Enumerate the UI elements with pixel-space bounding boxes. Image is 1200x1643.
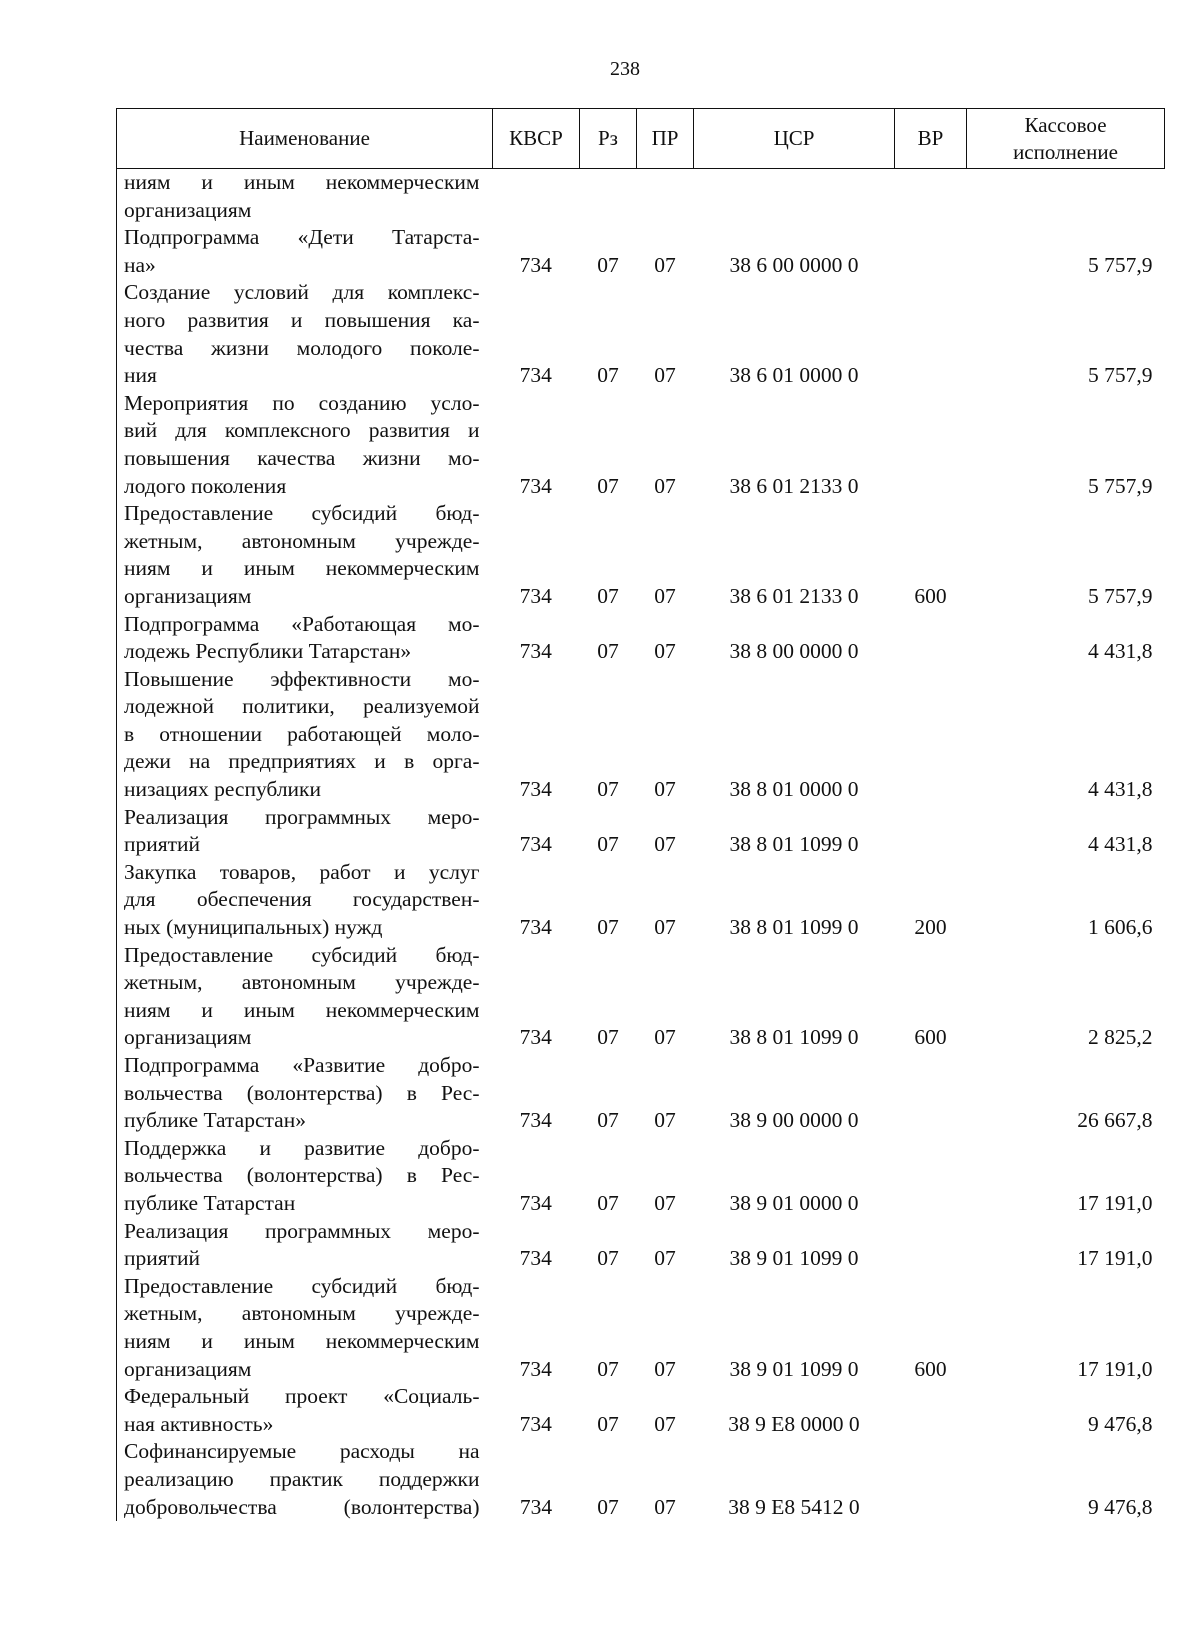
row-pr: 07 xyxy=(654,583,676,608)
table-row xyxy=(117,1135,1165,1218)
row-name xyxy=(117,224,493,279)
row-name xyxy=(117,666,493,804)
table-row xyxy=(117,279,1165,389)
row-name xyxy=(117,1383,493,1438)
row-csr: 38 6 01 2133 0 xyxy=(729,473,859,498)
row-kvsr: 734 xyxy=(519,1411,552,1436)
row-rz: 07 xyxy=(597,473,619,498)
row-name xyxy=(117,942,493,1052)
row-vr xyxy=(895,1135,967,1218)
row-kvsr: 734 xyxy=(519,915,552,940)
row-name-line: организациям xyxy=(124,1356,252,1381)
row-pr: 07 xyxy=(654,832,676,857)
row-pr: 07 xyxy=(654,1356,676,1381)
row-name-line: Мероприятия по созданию усло- xyxy=(124,390,480,415)
row-name-line: дежи на предприятиях и в орга- xyxy=(124,749,480,774)
row-csr: 38 6 01 2133 0 xyxy=(729,583,859,608)
row-name xyxy=(117,169,493,224)
row-pr: 07 xyxy=(654,1190,676,1215)
row-pr: 07 xyxy=(654,1108,676,1133)
row-pr: 07 xyxy=(654,1494,676,1519)
row-pr: 07 xyxy=(654,473,676,498)
row-rz: 07 xyxy=(597,915,619,940)
header-sum-line2: исполнение xyxy=(1013,139,1118,164)
row-name-line: добровольчества (волонтерства) xyxy=(124,1494,480,1519)
row-csr: 38 6 01 0000 0 xyxy=(729,363,859,388)
row-sum: 2 825,2 xyxy=(1088,1025,1153,1050)
row-name-line: Подпрограмма «Работающая мо- xyxy=(124,611,480,636)
row-vr xyxy=(895,1218,967,1273)
row-sum: 4 431,8 xyxy=(1088,777,1153,802)
table-row xyxy=(117,859,1165,942)
row-name-line: публике Татарстан xyxy=(124,1190,296,1215)
row-vr xyxy=(895,224,967,279)
row-sum: 4 431,8 xyxy=(1088,639,1153,664)
row-vr xyxy=(895,279,967,389)
row-vr xyxy=(895,1383,967,1438)
table-row xyxy=(117,500,1165,610)
table-row xyxy=(117,611,1165,666)
table-row xyxy=(117,666,1165,804)
table-row xyxy=(117,1383,1165,1438)
row-csr: 38 9 01 1099 0 xyxy=(729,1246,859,1271)
row-name-line: жетным, автономным учрежде- xyxy=(124,1301,480,1326)
row-pr: 07 xyxy=(654,915,676,940)
row-name-line: Софинансируемые расходы на xyxy=(124,1439,480,1464)
row-sum: 9 476,8 xyxy=(1088,1411,1153,1436)
row-name-line: Создание условий для комплекс- xyxy=(124,280,480,305)
row-name-line: публике Татарстан» xyxy=(124,1108,306,1133)
row-name xyxy=(117,1135,493,1218)
row-name-line: ниям и иным некоммерческим xyxy=(124,1328,480,1353)
budget-table xyxy=(116,169,1165,1521)
row-kvsr xyxy=(493,169,580,224)
row-pr xyxy=(637,169,694,224)
row-kvsr: 734 xyxy=(519,832,552,857)
row-sum: 5 757,9 xyxy=(1088,473,1153,498)
row-csr: 38 9 00 0000 0 xyxy=(729,1108,859,1133)
row-name-line: вий для комплексного развития и xyxy=(124,418,480,443)
row-kvsr: 734 xyxy=(519,1356,552,1381)
row-name-line: ниям и иным некоммерческим xyxy=(124,170,480,194)
row-csr: 38 9 01 0000 0 xyxy=(729,1190,859,1215)
row-name-line: Подпрограмма «Развитие добро- xyxy=(124,1053,480,1077)
row-rz: 07 xyxy=(597,1025,619,1050)
row-csr: 38 9 E8 5412 0 xyxy=(728,1494,860,1519)
row-rz: 07 xyxy=(597,1190,619,1215)
row-vr xyxy=(895,611,967,666)
row-name xyxy=(117,1052,493,1135)
row-rz: 07 xyxy=(597,1246,619,1271)
row-name-line: Реализация программных меро- xyxy=(124,1218,480,1243)
row-vr: 600 xyxy=(914,1025,947,1050)
table-header xyxy=(116,108,1165,169)
row-name xyxy=(117,279,493,389)
row-rz: 07 xyxy=(597,639,619,664)
row-sum: 1 606,6 xyxy=(1088,915,1153,940)
row-vr: 600 xyxy=(914,583,947,608)
page-number: 238 xyxy=(610,58,640,80)
row-name-line: ниям и иным некоммерческим xyxy=(124,997,480,1022)
row-csr: 38 8 01 1099 0 xyxy=(729,915,859,940)
row-name-line: в отношении работающей моло- xyxy=(124,721,480,746)
row-name-line: низациях республики xyxy=(124,777,322,802)
row-vr xyxy=(895,1052,967,1135)
row-sum: 5 757,9 xyxy=(1088,583,1153,608)
table-row xyxy=(117,169,1165,224)
row-kvsr: 734 xyxy=(519,363,552,388)
row-name xyxy=(117,611,493,666)
row-name-line: Закупка товаров, работ и услуг xyxy=(124,859,480,884)
row-sum: 9 476,8 xyxy=(1088,1494,1153,1519)
row-name-line: для обеспечения государствен- xyxy=(124,887,480,912)
row-pr: 07 xyxy=(654,1411,676,1436)
row-kvsr: 734 xyxy=(519,1190,552,1215)
header-rz: Рз xyxy=(580,109,637,169)
row-pr: 07 xyxy=(654,1246,676,1271)
row-rz: 07 xyxy=(597,363,619,388)
row-name-line: Предоставление субсидий бюд- xyxy=(124,942,480,967)
row-name-line: организациям xyxy=(124,583,252,608)
row-csr xyxy=(694,169,895,224)
row-name xyxy=(117,804,493,859)
header-name: Наименование xyxy=(117,109,493,169)
row-name-line: вольчества (волонтерства) в Рес- xyxy=(124,1080,480,1105)
row-rz: 07 xyxy=(597,1108,619,1133)
row-name-line: Предоставление субсидий бюд- xyxy=(124,501,480,526)
row-kvsr: 734 xyxy=(519,639,552,664)
row-rz: 07 xyxy=(597,832,619,857)
row-sum: 5 757,9 xyxy=(1088,252,1153,277)
row-name-line: ная активность» xyxy=(124,1411,274,1436)
table-body xyxy=(117,169,1165,1521)
row-name-line: жетным, автономным учрежде- xyxy=(124,970,480,995)
header-pr: ПР xyxy=(637,109,694,169)
row-name xyxy=(117,1438,493,1521)
row-name-line: Федеральный проект «Социаль- xyxy=(124,1384,480,1409)
table-row xyxy=(117,804,1165,859)
table-row xyxy=(117,942,1165,1052)
row-name-line: ниям и иным некоммерческим xyxy=(124,556,480,581)
table-row xyxy=(117,1438,1165,1521)
row-sum xyxy=(967,169,1165,224)
row-name-line: лодежь Республики Татарстан» xyxy=(124,639,412,664)
row-sum: 5 757,9 xyxy=(1088,363,1153,388)
row-sum: 17 191,0 xyxy=(1077,1246,1153,1271)
row-kvsr: 734 xyxy=(519,252,552,277)
row-vr xyxy=(895,666,967,804)
row-name-line: приятий xyxy=(124,1246,201,1271)
row-kvsr: 734 xyxy=(519,1494,553,1519)
row-kvsr: 734 xyxy=(519,1246,552,1271)
row-pr: 07 xyxy=(654,639,676,664)
row-pr: 07 xyxy=(654,252,676,277)
row-name-line: Повышение эффективности мо- xyxy=(124,666,480,691)
row-csr: 38 9 01 1099 0 xyxy=(729,1356,859,1381)
row-name xyxy=(117,500,493,610)
row-name-line: жетным, автономным учрежде- xyxy=(124,528,480,553)
row-name-line: повышения качества жизни мо- xyxy=(124,445,480,470)
table-row xyxy=(117,1273,1165,1383)
row-pr: 07 xyxy=(654,363,676,388)
row-name-line: вольчества (волонтерства) в Рес- xyxy=(124,1163,480,1188)
header-sum xyxy=(967,109,1165,169)
row-name-line: лодежной политики, реализуемой xyxy=(124,694,480,719)
row-rz: 07 xyxy=(597,1494,619,1519)
row-name-line: чества жизни молодого поколе- xyxy=(124,335,480,360)
header-csr: ЦСР xyxy=(694,109,895,169)
row-name xyxy=(117,1218,493,1273)
row-name-line: Реализация программных меро- xyxy=(124,804,480,829)
row-vr: 600 xyxy=(914,1356,947,1381)
row-kvsr: 734 xyxy=(519,1108,552,1133)
row-csr: 38 6 00 0000 0 xyxy=(729,252,859,277)
row-name xyxy=(117,859,493,942)
table-row xyxy=(117,1218,1165,1273)
row-name xyxy=(117,1273,493,1383)
row-sum: 4 431,8 xyxy=(1088,832,1153,857)
row-name-line: организациям xyxy=(124,197,252,222)
row-rz: 07 xyxy=(597,1356,619,1381)
row-rz: 07 xyxy=(597,583,619,608)
header-kvsr: КВСР xyxy=(493,109,580,169)
row-rz xyxy=(580,169,637,224)
row-name-line: Поддержка и развитие добро- xyxy=(124,1135,480,1160)
row-pr: 07 xyxy=(654,777,676,802)
row-name-line: организациям xyxy=(124,1025,252,1050)
row-name-line: на» xyxy=(124,252,156,277)
row-kvsr: 734 xyxy=(519,1025,552,1050)
table-row xyxy=(117,390,1165,500)
row-kvsr: 734 xyxy=(519,777,552,802)
row-name-line: приятий xyxy=(124,832,201,857)
table-row xyxy=(117,1052,1165,1135)
row-csr: 38 8 00 0000 0 xyxy=(729,639,859,664)
row-name-line: ния xyxy=(124,363,157,388)
row-kvsr: 734 xyxy=(519,583,552,608)
row-vr xyxy=(895,1438,967,1521)
header-vr: ВР xyxy=(895,109,967,169)
row-csr: 38 8 01 1099 0 xyxy=(729,1025,859,1050)
row-csr: 38 8 01 1099 0 xyxy=(729,832,859,857)
row-pr: 07 xyxy=(654,1025,676,1050)
row-sum: 17 191,0 xyxy=(1077,1190,1153,1215)
table-row xyxy=(117,224,1165,279)
row-rz: 07 xyxy=(597,252,619,277)
row-name-line: лодого поколения xyxy=(124,473,287,498)
row-vr xyxy=(895,390,967,500)
row-rz: 07 xyxy=(597,777,619,802)
row-vr xyxy=(895,804,967,859)
row-vr: 200 xyxy=(914,915,947,940)
row-csr: 38 8 01 0000 0 xyxy=(729,777,859,802)
row-name-line: Подпрограмма «Дети Татарста- xyxy=(124,225,480,250)
row-name xyxy=(117,390,493,500)
row-vr xyxy=(895,169,967,224)
row-sum: 17 191,0 xyxy=(1077,1356,1153,1381)
row-rz: 07 xyxy=(597,1411,619,1436)
row-kvsr: 734 xyxy=(519,473,552,498)
row-name-line: Предоставление субсидий бюд- xyxy=(124,1273,480,1298)
row-name-line: реализацию практик поддержки xyxy=(124,1466,480,1491)
row-name-line: ного развития и повышения ка- xyxy=(124,307,480,332)
row-csr: 38 9 E8 0000 0 xyxy=(728,1411,860,1436)
header-sum-line1: Кассовое xyxy=(1024,112,1107,137)
row-sum: 26 667,8 xyxy=(1077,1108,1153,1133)
row-name-line: ных (муниципальных) нужд xyxy=(124,915,383,940)
